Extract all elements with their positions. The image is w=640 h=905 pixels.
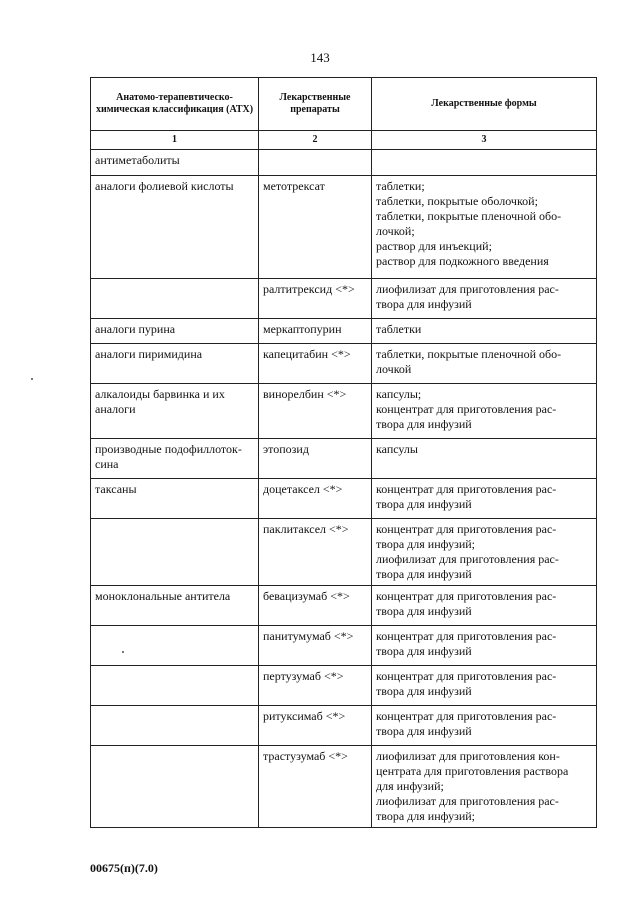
- drug-cell: бевацизумаб <*>: [259, 586, 372, 626]
- form-line: центрата для приготовления раствора: [376, 764, 569, 778]
- table-row: [91, 279, 597, 319]
- header-drugs: Лекарственные препараты: [259, 78, 372, 131]
- column-number-row: [91, 131, 597, 150]
- scan-speck: [122, 651, 124, 653]
- column-number-1: 1: [91, 131, 259, 150]
- drug-cell: капецитабин <*>: [259, 344, 372, 384]
- form-line: концентрат для приготовления рас-: [376, 709, 557, 723]
- drug-cell: панитумумаб <*>: [259, 626, 372, 666]
- table-row: [91, 586, 597, 626]
- atc-cell: [91, 706, 259, 746]
- table-row: [91, 384, 597, 439]
- table-row: [91, 479, 597, 519]
- forms-cell: [372, 319, 597, 344]
- atc-cell: аналоги пиримидина: [91, 344, 259, 384]
- form-line: твора для инфузий: [376, 497, 472, 511]
- forms-cell: [372, 176, 597, 279]
- form-line: твора для инфузий: [376, 604, 472, 618]
- form-line: концентрат для приготовления рас-: [376, 669, 557, 683]
- forms-cell: [372, 706, 597, 746]
- atc-cell: [91, 519, 259, 586]
- drug-cell: [259, 150, 372, 176]
- form-line: лиофилизат для приготовления кон-: [376, 749, 560, 763]
- header-forms: Лекарственные формы: [372, 78, 597, 131]
- atc-cell: [91, 746, 259, 828]
- drug-cell: меркаптопурин: [259, 319, 372, 344]
- form-line: капсулы;: [376, 387, 422, 401]
- drug-cell: метотрексат: [259, 176, 372, 279]
- form-line: твора для инфузий;: [376, 537, 476, 551]
- table-row: [91, 150, 597, 176]
- table-row: [91, 344, 597, 384]
- forms-cell: [372, 150, 597, 176]
- form-line: для инфузий;: [376, 779, 444, 793]
- atc-cell: моноклональные антитела: [91, 586, 259, 626]
- forms-cell: [372, 279, 597, 319]
- atc-cell: [91, 626, 259, 666]
- column-number-3: 3: [372, 131, 597, 150]
- atc-cell: аналоги пурина: [91, 319, 259, 344]
- page-number: 143: [310, 50, 330, 65]
- table-row: [91, 626, 597, 666]
- form-line: концентрат для приготовления рас-: [376, 589, 557, 603]
- form-line: концентрат для приготовления рас-: [376, 402, 557, 416]
- form-line: твора для инфузий: [376, 644, 472, 658]
- forms-cell: [372, 666, 597, 706]
- drug-cell: доцетаксел <*>: [259, 479, 372, 519]
- atc-cell: [91, 279, 259, 319]
- document-code: 00675(п)(7.0): [90, 861, 158, 875]
- form-line: лиофилизат для приготовления рас-: [376, 794, 559, 808]
- atc-cell: алкалоиды барвинка и их аналоги: [91, 384, 259, 439]
- forms-cell: [372, 344, 597, 384]
- form-line: лиофилизат для приготовления рас-: [376, 282, 559, 296]
- drug-cell: этопозид: [259, 439, 372, 479]
- form-line: твора для инфузий: [376, 297, 472, 311]
- form-line: таблетки;: [376, 179, 425, 193]
- drug-cell: трастузумаб <*>: [259, 746, 372, 828]
- drug-cell: ралтитрексид <*>: [259, 279, 372, 319]
- atc-cell: [91, 666, 259, 706]
- form-line: концентрат для приготовления рас-: [376, 629, 557, 643]
- form-line: раствор для подкожного введения: [376, 254, 549, 268]
- forms-cell: [372, 586, 597, 626]
- form-line: таблетки: [376, 322, 422, 336]
- table-row: [91, 319, 597, 344]
- form-line: концентрат для приготовления рас-: [376, 482, 557, 496]
- form-line: концентрат для приготовления рас-: [376, 522, 557, 536]
- forms-cell: [372, 479, 597, 519]
- form-line: раствор для инъекций;: [376, 239, 492, 253]
- atc-cell: таксаны: [91, 479, 259, 519]
- forms-cell: [372, 384, 597, 439]
- drug-cell: винорелбин <*>: [259, 384, 372, 439]
- forms-cell: [372, 626, 597, 666]
- table-row: [91, 666, 597, 706]
- table-row: [91, 439, 597, 479]
- table-row: [91, 706, 597, 746]
- forms-cell: [372, 519, 597, 586]
- column-number-2: 2: [259, 131, 372, 150]
- drug-table: [90, 77, 597, 828]
- drug-cell: паклитаксел <*>: [259, 519, 372, 586]
- form-line: твора для инфузий;: [376, 809, 476, 823]
- form-line: твора для инфузий: [376, 417, 472, 431]
- drug-cell: пертузумаб <*>: [259, 666, 372, 706]
- form-line: твора для инфузий: [376, 684, 472, 698]
- table-header-row: [91, 78, 597, 131]
- forms-cell: [372, 439, 597, 479]
- atc-cell: антиметаболиты: [91, 150, 259, 176]
- form-line: лочкой;: [376, 224, 415, 238]
- form-line: лиофилизат для приготовления рас-: [376, 552, 559, 566]
- form-line: таблетки, покрытые пленочной обо-: [376, 209, 562, 223]
- table-row: [91, 519, 597, 586]
- atc-cell: производные подофиллоток-сина: [91, 439, 259, 479]
- form-line: капсулы: [376, 442, 418, 456]
- form-line: твора для инфузий: [376, 724, 472, 738]
- form-line: таблетки, покрытые оболочкой;: [376, 194, 538, 208]
- atc-cell: аналоги фолиевой кислоты: [91, 176, 259, 279]
- table-row: [91, 176, 597, 279]
- forms-cell: [372, 746, 597, 828]
- header-atc: Анатомо-терапевтическо-химическая классификация (АТХ): [91, 78, 259, 131]
- table-row: [91, 746, 597, 828]
- form-line: твора для инфузий: [376, 567, 472, 581]
- scan-speck: [31, 378, 33, 380]
- drug-cell: ритуксимаб <*>: [259, 706, 372, 746]
- table-body: [91, 150, 597, 828]
- form-line: лочкой: [376, 362, 412, 376]
- form-line: таблетки, покрытые пленочной обо-: [376, 347, 562, 361]
